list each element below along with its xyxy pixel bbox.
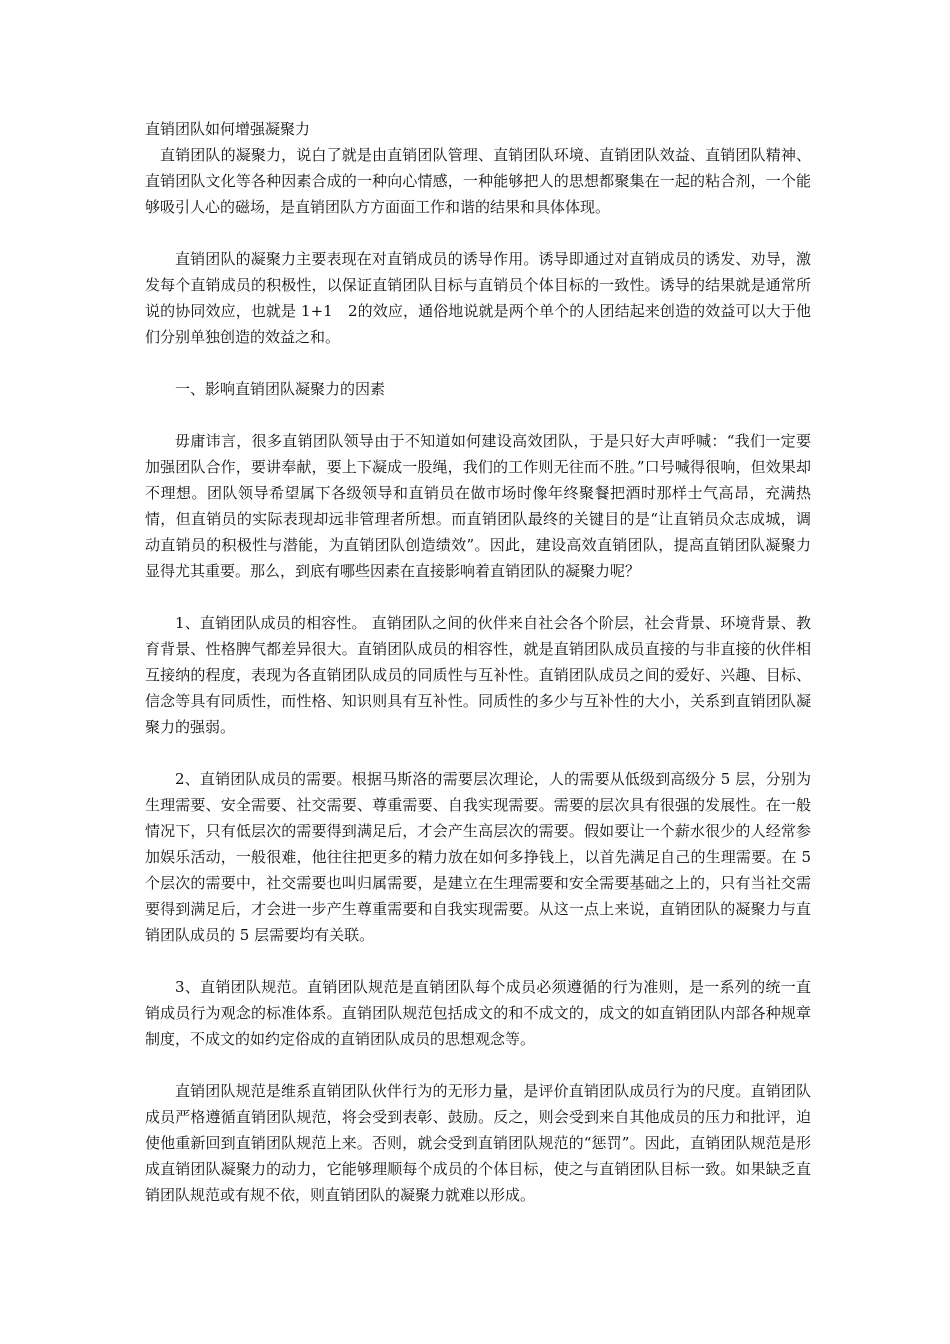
- paragraph-induction: 直销团队的凝聚力主要表现在对直销成员的诱导作用。诱导即通过对直销成员的诱发、劝导，激发每个直销成员的积极性，以保证直销团队目标与直销员个体目标的一致性。诱导的结果就是通常所说的协同效应，也就是 1+1 2的效应，通俗地说就是两个单个的人团结起来创造的效益可以大于他们分别单独创造的效益之和。: [145, 250, 811, 346]
- paragraph-spacer: [145, 948, 811, 974]
- paragraph-norms: 3、直销团队规范。直销团队规范是直销团队每个成员必须遵循的行为准则，是一系列的统一直销成员行为观念的标准体系。直销团队规范包括成文的和不成文的，成文的如直销团队内部各种规章制度，不成文的如约定俗成的直销团队成员的思想观念等。: [145, 978, 811, 1048]
- paragraph-spacer: [145, 1052, 811, 1078]
- paragraph-needs: 2、直销团队成员的需要。根据马斯洛的需要层次理论，人的需要从低级到高级分 5 层，分别为生理需要、安全需要、社交需要、尊重需要、自我实现需要。需要的层次具有很强的发展性。在一般情况下，只有低层次的需要得到满足后，才会产生高层次的需要。假如要让一个薪水很少的人经常参加娱乐活动，一般很难，他往往把更多的精力放在如何多挣钱上，以首先满足自己的生理需要。在 5 个层次的需要中，社交需要也叫归属需要，是建立在生理需要和安全需要基础之上的，只有当社交需要得到满足后，才会进一步产生尊重需要和自我实现需要。从这一点上来说，直销团队的凝聚力与直销团队成员的 5 层需要均有关联。: [145, 770, 811, 944]
- paragraph-spacer: [145, 350, 811, 376]
- paragraph-norms-effect: 直销团队规范是维系直销团队伙伴行为的无形力量，是评价直销团队成员行为的尺度。直销团队成员严格遵循直销团队规范，将会受到表彰、鼓励。反之，则会受到来自其他成员的压力和批评，迫使他重新回到直销团队规范上来。否则，就会受到直销团队规范的“惩罚”。因此，直销团队规范是形成直销团队凝聚力的动力，它能够理顺每个成员的个体目标，使之与直销团队目标一致。如果缺乏直销团队规范或有规不依，则直销团队的凝聚力就难以形成。: [145, 1082, 811, 1204]
- paragraph-background: 毋庸讳言，很多直销团队领导由于不知道如何建设高效团队，于是只好大声呼喊：“我们一定要加强团队合作，要讲奉献，要上下凝成一股绳，我们的工作则无往而不胜。”口号喊得很响，但效果却不理想。团队领导希望属下各级领导和直销员在做市场时像年终聚餐把酒时那样士气高昂，充满热情，但直销员的实际表现却远非管理者所想。而直销团队最终的关键目的是“让直销员众志成城，调动直销员的积极性与潜能，为直销团队创造绩效”。因此，建设高效直销团队，提高直销团队凝聚力显得尤其重要。那么，到底有哪些因素在直接影响着直销团队的凝聚力呢？: [145, 432, 811, 580]
- paragraph-intro: 直销团队的凝聚力，说白了就是由直销团队管理、直销团队环境、直销团队效益、直销团队精神、直销团队文化等各种因素合成的一种向心情感，一种能够把人的思想都聚集在一起的粘合剂，一个能够吸引人心的磁场，是直销团队方方面面工作和谐的结果和具体体现。: [145, 146, 811, 216]
- paragraph-spacer: [145, 402, 811, 428]
- document-title: 直销团队如何增强凝聚力: [145, 120, 311, 138]
- paragraph-spacer: [145, 740, 811, 766]
- paragraph-spacer: [145, 584, 811, 610]
- document-page: [145, 116, 811, 1208]
- paragraph-spacer: [145, 220, 811, 246]
- section-heading: 一、影响直销团队凝聚力的因素: [175, 380, 386, 398]
- paragraph-compatibility: 1、直销团队成员的相容性。 直销团队之间的伙伴来自社会各个阶层，社会背景、环境背景、教育背景、性格脾气都差异很大。直销团队成员的相容性，就是直销团队成员直接的与非直接的伙伴相互接纳的程度，表现为各直销团队成员的同质性与互补性。直销团队成员之间的爱好、兴趣、目标、信念等具有同质性，而性格、知识则具有互补性。同质性的多少与互补性的大小，关系到直销团队凝聚力的强弱。: [145, 614, 811, 736]
